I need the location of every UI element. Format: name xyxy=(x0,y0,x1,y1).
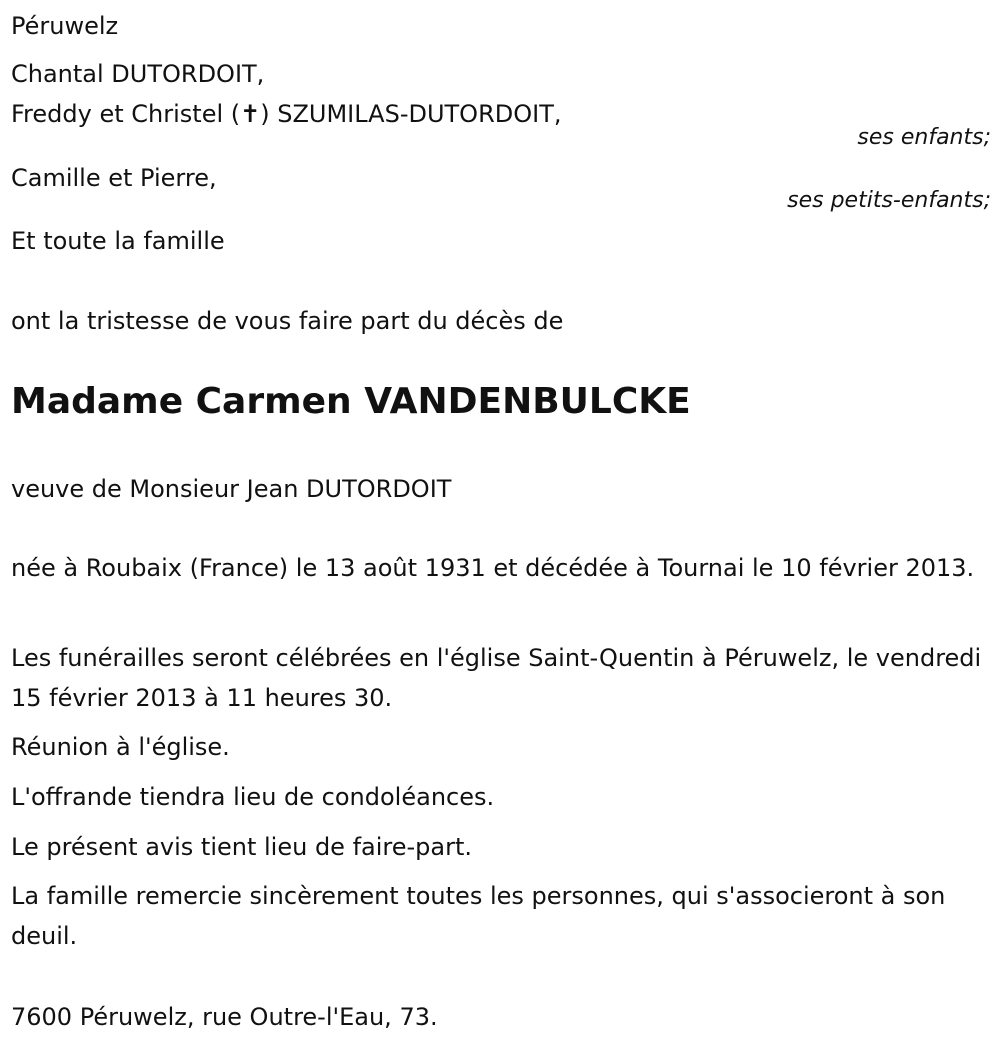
child-line-2: Freddy et Christel (✝) SZUMILAS-DUTORDOIT, xyxy=(11,100,562,128)
location-heading: Péruwelz xyxy=(11,12,119,40)
grandchildren-role: ses petits-enfants; xyxy=(787,188,991,213)
death-notice xyxy=(11,0,991,1050)
widow-of-line: veuve de Monsieur Jean DUTORDOIT xyxy=(11,475,452,503)
grandchildren-line: Camille et Pierre, xyxy=(11,164,217,192)
funeral-paragraph: Les funérailles seront célébrées en l'église Saint-Quentin à Péruwelz, le vendredi 15 février 2013 à 11 heures 30. xyxy=(11,644,982,712)
children-role: ses enfants; xyxy=(857,125,991,150)
birth-death-paragraph: née à Roubaix (France) le 13 août 1931 et décédée à Tournai le 10 février 2013. xyxy=(11,554,975,582)
offering-line: L'offrande tiendra lieu de condoléances. xyxy=(11,783,495,811)
child-line-1: Chantal DUTORDOIT, xyxy=(11,60,265,88)
announcement-text: ont la tristesse de vous faire part du décès de xyxy=(11,307,564,335)
deceased-name: Madame Carmen VANDENBULCKE xyxy=(11,381,691,422)
notice-note-line: Le présent avis tient lieu de faire-part. xyxy=(11,833,473,861)
family-line: Et toute la famille xyxy=(11,227,225,255)
address-line: 7600 Péruwelz, rue Outre-l'Eau, 73. xyxy=(11,1003,438,1031)
meeting-line: Réunion à l'église. xyxy=(11,733,230,761)
thanks-paragraph: La famille remercie sincèrement toutes les personnes, qui s'associeront à son deuil. xyxy=(11,882,946,950)
